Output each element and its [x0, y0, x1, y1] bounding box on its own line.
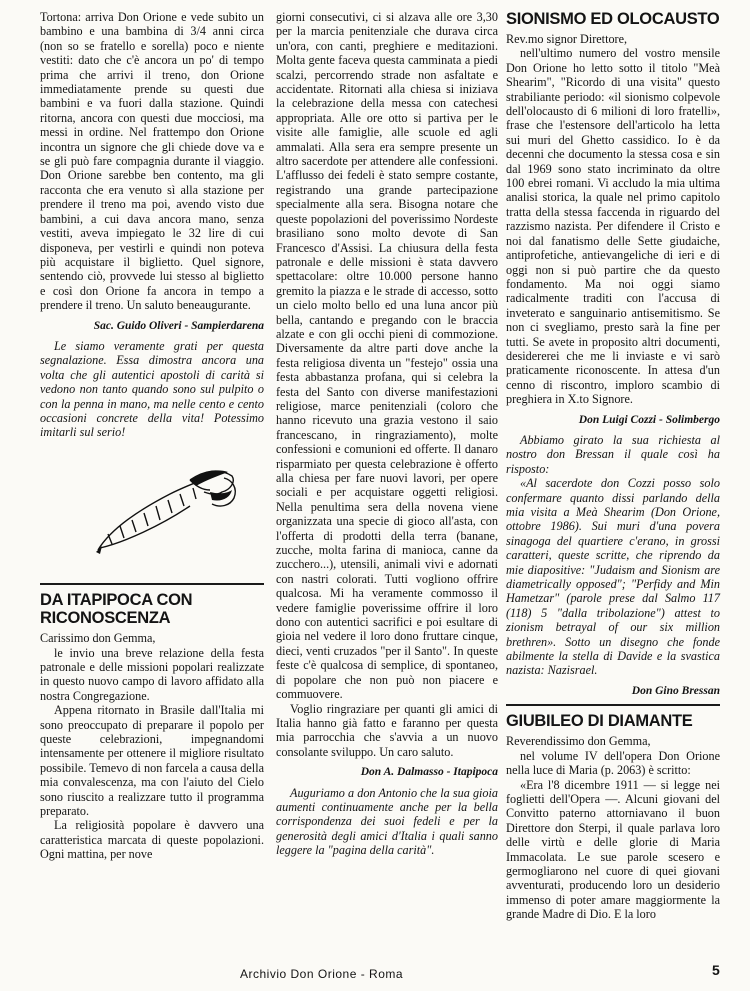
letter-signature: Don A. Dalmasso - Itapipoca [360, 766, 498, 779]
letter-text: giorni consecutivi, ci si alzava alle ore 3,30 per la marcia penitenziale che durava circa un'ora, con canti, preghiere e meditazioni. Molta gente faceva questa camminata a piedi scalzi, percorrendo strade non asfaltate e accidentate. Ritornati alla chiesa si iniziava la celebrazione della messa con catechesi appropriata. Alle ore otto si partiva per le visite alle famiglie, alle scuole ed agli ammalati. Alla sera era sempre presente un altro sacerdote per attendere alle confessioni. L'afflusso dei fedeli è stato sempre costante, registrando una grande partecipazione specialmente alla sera. Bisogna notare che queste popolazioni del poverissimo Nordeste brasiliano sono molto devote di San Francesco d'Assisi. La chiusura della festa patronale e delle missioni è stata davvero spettacolare: oltre 10.000 persone hanno gremito la piazza e le strade di accesso, sotto un cielo molto bello ed una luna ancor più bella, cantando e pregando con le braccia alzate e con gli occhi pieni di commozione. Diversamente da altre parti dove anche la festa religiosa diventa un "festejo" ossia una festa abbastanza profana, qui si celebra la festa del Santo con diverse manifestazioni religiose, marce penitenziali (coloro che hanno ricevuto una grazia vestono il saio francescano, in ringraziamento), molte confessioni e comunioni ed offerte. Il danaro risparmiato per questa celebrazione è offerto alla chiesa per fare nuovi lavori, per opere sociali e per acquistare oggetti religiosi. Nella penultima sera della novena viene organizzata una specie di gioco all'asta, con l'offerta di prodotti della terra (banane, zucche, molta farina di manioca, canne da zucchero...), utensili, animali vivi e adornati con nastri colorati. Tutti vogliono offrire qualcosa. Mi ha veramente commosso il vedere famiglie poverissime offrire il loro dono con autentici sacrifici e poi esultare di gioia nel vedere il loro dono fruttare cinque, dieci, venti cruzados "per il Santo". In queste feste c'è qualcosa di semplice, di spontaneo, di popolare che non può non piacere e commuovere. [276, 10, 498, 702]
salutation: Rev.mo signor Direttore, [506, 32, 628, 46]
column-right [506, 10, 720, 922]
archive-footer: Archivio Don Orione - Roma [240, 967, 404, 981]
section-heading: SIONISMO ED OLOCAUSTO [506, 10, 720, 28]
letter-text: Tortona: arriva Don Orione e vede subito un bambino e una bambina di 3/4 anni circa (non so se fratello e sorella) poco e niente vestiti: dato che c'è ancora un po' di tempo prima che arrivi il treno, don Orione immediatamente prende su questi due bambini e va fuori dalla stazione. Quindi ritorna, ancora con questi due mocciosi, ma messi in ordine. Nel frattempo don Orione incontra un signore che gli chiede dove va e se gli può fare compagnia durante il viaggio. Don Orione sarebbe ben contento, ma gli racconta che era venuto sì alla stazione per prendere il treno ma poi, avendo visto due bambini, a cui dava ancora mano, senza vestiti, aveva impiegato le 32 lire di cui disponeva, per vestirli e quindi non poteva più acquistare il biglietto. Quel signore, sentendo ciò, provvede lui stesso al biglietto e così don Orione fa ancora in tempo a prendere il treno. Un saluto beneaugurante. [40, 10, 264, 313]
section-heading: DA ITAPIPOCA CON RICONOSCENZA [40, 591, 193, 628]
editorial-quote: «Al sacerdote don Cozzi posso solo confermare quanto dissi parlando della mia visita a Meà Shearim (Don Orione, ottobre 1986). Sui muri d'una povera sinagoga del quartiere c'erano, in grossi caratteri, queste scritte, che riprendo da mie diapositive: "Judaism and Sionism are diametrically opposed"; "Perfidy and Min Hametzar" (parole prese dal Salmo 117 (118) 5 "dalla tribolazione") attest to zionism betrayal of our six million brethren». Sotto un disegno che fonde abilmente la stella di Davide e la svastica nazista: Nazisrael. [506, 476, 720, 678]
editorial-reply: Abbiamo girato la sua richiesta al nostro don Bressan il quale così ha risposto: [506, 432, 720, 476]
salutation: Reverendissimo don Gemma, [506, 734, 651, 749]
column-middle [276, 10, 498, 858]
column-left [40, 10, 264, 862]
letter-signature: Don Luigi Cozzi - Solimbergo [578, 413, 720, 426]
letter-text: nell'ultimo numero del vostro mensile Don Orione ho letto sotto il titolo "Meà Shearim", "Ricordo di una visita" questo strabiliante periodo: «il sionismo colpevole dell'olocausto di 6 milioni di loro fratelli», frase che l'estensore dell'articolo ha letta sui muri del Ghetto cassidico. Io è da decenni che documento la stessa cosa e sin dal 1969 sono stato incriminato da oltre 100 ebrei romani. Vi accludo la mia ultima analisi storica, la quale nel primo capitolo tratta della stessa faccenda in riguardo del razzismo nazista. Per difendere il Cristo e noi dal fanatismo delle Sette giudaiche, antiprofetiche, antievangeliche di ieri e di oggi non si può partire che da questo fondamento. Ma noi oggi siamo radicalmente traditi con l'accusa di inveterato e sanguinario antisemitismo. Se non ci svegliamo, presto sarà la fine per tutti. Se avete in proposito altri documenti, desidererei che me li inviaste e vi sarò praticamente riconoscente. In attesa d'un cenno di riscontro, imploro scambio di preghiera in X.to Signore. [506, 46, 720, 407]
letter-text: nel volume IV dell'opera Don Orione nella luce di Maria (p. 2063) è scritto: [506, 748, 720, 778]
letter-text: le invio una breve relazione della festa patronale e delle missioni popolari realizzate in questo nuovo campo di lavoro affidato alla nostra Congregazione. [40, 645, 264, 703]
salutation: Carissimo don Gemma, [40, 631, 156, 646]
page-number: 5 [712, 962, 720, 978]
letter-text: Voglio ringraziare per quanti gli amici di Italia hanno già fatto e faranno per questa mia parrocchia che s'avvia a un nuovo consolante sviluppo. Un caro saluto. [276, 701, 498, 759]
letter-text: Appena ritornato in Brasile dall'Italia mi sono preoccupato di preparare il popolo per queste celebrazioni, impegnandomi intensamente per ottenere il migliore risultato possibile. Temevo di non farcela a causa della mia convalescenza, ma con l'aiuto del Cielo sono riuscito a realizzare tutto il programma preparato. [40, 703, 264, 819]
quill-hand-illustration [40, 450, 264, 560]
section-divider [40, 583, 264, 585]
letter-text: «Era l'8 dicembre 1911 — si legge nei foglietti dell'Opera —. Alcuni giovani del Convitto paterno attorniavano il buon Direttore don Sterpi, il quale parlava loro delle virtù e delle glorie di Maria Immacolata. Le sue parole scesero e germogliarono nel cuore di quei giovani avventurati, producendo loro un desiderio immenso di poter amare maggiormente la grande Madre di Dio. E la loro [506, 777, 720, 922]
editorial-reply: Auguriamo a don Antonio che la sua gioia aumenti continuamente anche per la bella corrispondenza dei suoi fedeli e per la generosità degli amici d'Italia i quali sanno leggere la "pagina della carità". [276, 785, 498, 858]
letter-signature: Sac. Guido Oliveri - Sampierdarena [93, 319, 264, 332]
letter-text: La religiosità popolare è davvero una caratteristica marcata di queste popolazioni. Ogni mattina, per nove [40, 818, 264, 862]
editorial-reply: Le siamo veramente grati per questa segnalazione. Essa dimostra ancora una volta che gli autentici apostoli di carità si vedono non tanto quando sono sul pulpito o con la penna in mano, ma nelle cento e cento occasioni concrete della vita! Potessimo imitarli sul serio! [40, 338, 264, 440]
section-divider [506, 704, 720, 706]
letter-signature: Don Gino Bressan [631, 684, 720, 697]
section-heading: GIUBILEO DI DIAMANTE [506, 712, 693, 731]
